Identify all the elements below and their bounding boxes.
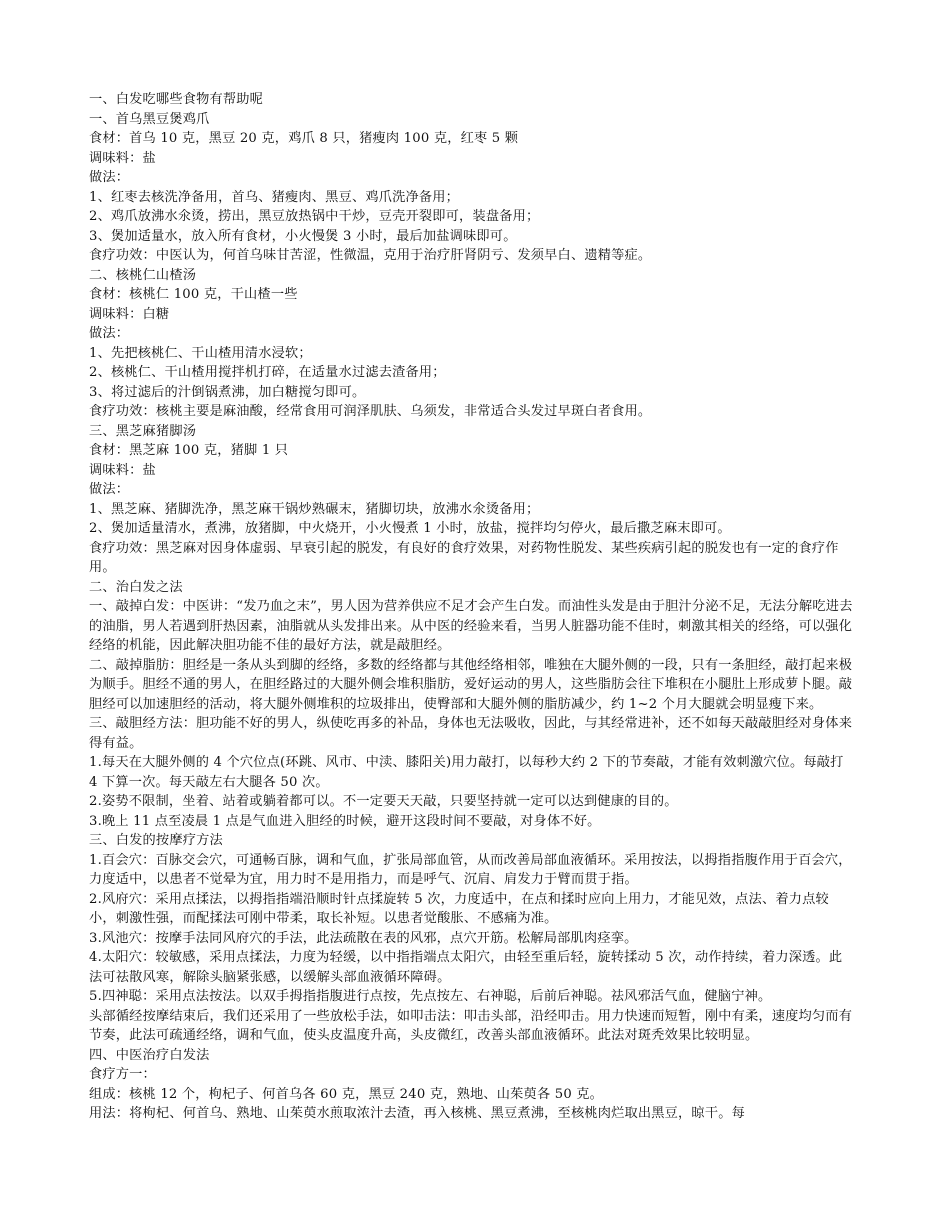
recipe-title: 三、黑芝麻猪脚汤: [89, 423, 197, 439]
body-paragraph: 三、敲胆经方法：胆功能不好的男人，纵使吃再多的补品，身体也无法吸收，因此，与其经常进补，还不如每天敲敲胆经对身体来得有益。: [89, 716, 853, 751]
step-line: 2、煲加适量清水，煮沸，放猪脚，中火烧开，小火慢煮 1 小时，放盐，搅拌均匀停火，最后撒芝麻末即可。: [89, 521, 731, 536]
ingredients-line: 组成：核桃 12 个，枸杞子、何首乌各 60 克，黑豆 240 克，熟地、山茱萸各 50 克。: [89, 1086, 604, 1102]
recipe-title: 二、核桃仁山楂汤: [89, 267, 197, 283]
section-heading: 二、治白发之法: [89, 579, 183, 595]
ingredients-line: 食材：核桃仁 100 克，干山楂一些: [89, 287, 298, 302]
numbered-item: 3.晚上 11 点至凌晨 1 点是气血进入胆经的时候，避开这段时间不要敲，对身体不好。: [89, 813, 601, 829]
step-line: 2、核桃仁、干山楂用搅拌机打碎，在适量水过滤去渣备用；: [89, 365, 446, 380]
step-line: 1、红枣去核洗净备用，首乌、猪瘦肉、黑豆、鸡爪洗净备用；: [89, 189, 460, 205]
seasoning-line: 调味料：盐: [89, 462, 156, 478]
numbered-item: 4.太阳穴：较敏感，采用点揉法，力度为轻缓，以中指指端点太阳穴，由轻至重后轻，旋转揉动 5 次，动作持续，着力深透。此法可祛散风寒，解除头脑紧张感，以缓解头部血液循环障碍。: [89, 950, 843, 985]
effect-paragraph: 食疗功效：核桃主要是麻油酸，经常食用可润泽肌肤、乌须发，非常适合头发过早斑白者食用。: [89, 404, 652, 419]
seasoning-line: 调味料：白糖: [89, 306, 170, 322]
step-line: 1、先把核桃仁、干山楂用清水浸软；: [89, 345, 312, 361]
numbered-item: 3.风池穴：按摩手法同风府穴的手法，此法疏散在表的风邪，点穴开筋。松解局部肌肉痉挛。: [89, 930, 638, 946]
numbered-item: 1.每天在大腿外侧的 4 个穴位点(环跳、风市、中渎、膝阳关)用力敲打，以每秒大约 2 下的节奏敲，才能有效刺激穴位。每敲打 4 下算一次。每天敲左右大腿各 50 次。: [89, 755, 844, 790]
ingredients-line: 食材：黑芝麻 100 克，猪脚 1 只: [89, 443, 289, 458]
ingredients-line: 食材：首乌 10 克，黑豆 20 克，鸡爪 8 只，猪瘦肉 100 克，红枣 5 颗: [89, 131, 519, 146]
effect-paragraph: 食疗功效：黑芝麻对因身体虚弱、早衰引起的脱发，有良好的食疗效果，对药物性脱发、某些疾病引起的脱发也有一定的食疗作用。: [89, 540, 839, 575]
recipe-title: 一、首乌黑豆煲鸡爪: [89, 111, 210, 127]
method-label: 做法：: [89, 326, 130, 341]
method-label: 做法：: [89, 170, 130, 185]
body-paragraph: 二、敲掉脂肪：胆经是一条从头到脚的经络，多数的经络都与其他经络相邻，唯独在大腿外侧的一段，只有一条胆经，敲打起来极为顺手。胆经不通的男人，在胆经路过的大腿外侧会堆积脂肪，爱好运动的男人，这些脂肪会往下堆积在小腿肚上形成萝卜腿。敲胆经可以加速胆经的活动，将大腿外侧堆积的垃圾排出，使臀部和大腿外侧的脂肪减少，约 1~2 个月大腿就会明显瘦下来。: [89, 657, 853, 712]
step-line: 3、煲加适量水，放入所有食材，小火慢煲 3 小时，最后加盐调味即可。: [89, 228, 517, 244]
effect-paragraph: 食疗功效：中医认为，何首乌味甘苦涩，性微温，克用于治疗肝肾阴亏、发须早白、遗精等症。: [89, 248, 652, 263]
recipe-title: 食疗方一：: [89, 1067, 156, 1082]
body-paragraph: 一、敲掉白发：中医讲：“发乃血之末”，男人因为营养供应不足才会产生白发。而油性头发是由于胆汁分泌不足，无法分解吃进去的油脂，男人若遇到肝热因素，油脂就从头发排出来。从中医的经验来看，当男人脏器功能不佳时，刺激其相关的经络，可以强化经络的机能，因此解决胆功能不佳的最好方法，就是敲胆经。: [89, 599, 853, 653]
usage-line: 用法：将枸杞、何首乌、熟地、山茱萸水煎取浓汁去渣，再入核桃、黑豆煮沸，至核桃肉烂取出黑豆，晾干。每: [89, 1106, 745, 1121]
body-paragraph: 头部循经按摩结束后，我们还采用了一些放松手法，如叩击法：叩击头部，沿经叩击。用力快速而短暂，刚中有柔，速度均匀而有节奏，此法可疏通经络，调和气血，使头皮温度升高，头皮微红，改善头部血液循环。此法对斑秃效果比较明显。: [89, 1008, 853, 1043]
step-line: 1、黑芝麻、猪脚洗净，黑芝麻干锅炒熟碾末，猪脚切块，放沸水氽烫备用；: [89, 501, 540, 517]
section-heading: 四、中医治疗白发法: [89, 1047, 210, 1063]
step-line: 3、将过滤后的汁倒锅煮沸，加白糖搅匀即可。: [89, 384, 366, 400]
step-line: 2、鸡爪放沸水氽烫，捞出，黑豆放热锅中干炒，豆壳开裂即可，装盘备用；: [89, 209, 540, 224]
seasoning-line: 调味料：盐: [89, 150, 156, 166]
numbered-item: 5.四神聪：采用点法按法。以双手拇指指腹进行点按，先点按左、右神聪，后前后神聪。祛风邪活气血，健脑宁神。: [89, 989, 772, 1004]
method-label: 做法：: [89, 482, 130, 497]
section-heading: 一、白发吃哪些食物有帮助呢: [89, 92, 264, 107]
numbered-item: 1.百会穴：百脉交会穴，可通畅百脉，调和气血，扩张局部血管，从而改善局部血液循环。采用按法，以拇指指腹作用于百会穴，力度适中，以患者不觉晕为宜，用力时不是用指力，而是呼气、沉肩、肩发力于臂而贯于指。: [89, 852, 852, 887]
section-heading: 三、白发的按摩疗方法: [89, 833, 223, 848]
document-body: [89, 90, 855, 1124]
numbered-item: 2.风府穴：采用点揉法，以拇指指端沿顺时针点揉旋转 5 次，力度适中，在点和揉时应向上用力，才能见效，点法、着力点较小，刺激性强，而配揉法可刚中带柔，取长补短。以患者觉酸胀、不感痛为准。: [89, 891, 829, 926]
numbered-item: 2.姿势不限制，坐着、站着或躺着都可以。不一定要天天敲，只要坚持就一定可以达到健康的目的。: [89, 794, 678, 809]
